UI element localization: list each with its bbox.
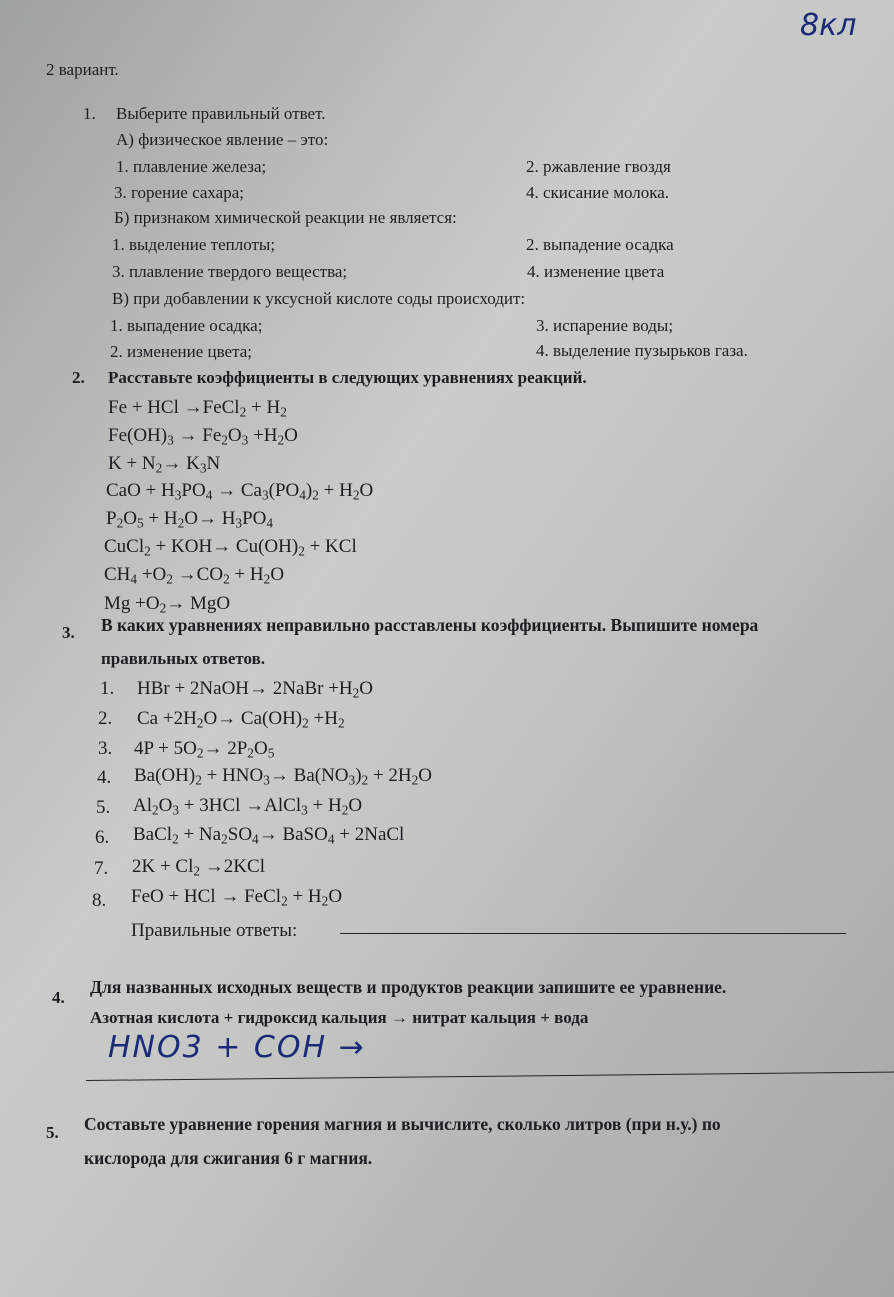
q3-item-number-3: 3. (98, 738, 113, 759)
q1-a-option-2: 2. ржавление гвоздя (526, 157, 671, 176)
q1-a-option-3: 3. горение сахара; (114, 183, 244, 202)
q3-item-number-8: 8. (92, 890, 107, 911)
q3-answer-label: Правильные ответы: (131, 920, 298, 941)
q3-item-number-7: 7. (94, 858, 109, 879)
q1-a-option-4: 4. скисание молока. (526, 183, 670, 202)
corner-handwritten-note: 8кл (800, 8, 857, 43)
q4-text: Азотная кислота + гидроксид кальция → нитрат кальция + вода (90, 1008, 589, 1027)
q1-c-title: В) при добавлении к уксусной кислоте соды происходит: (112, 289, 526, 308)
q4-number: 4. (52, 988, 65, 1007)
q1-b-option-1: 1. выделение теплоты; (112, 235, 276, 254)
q2-equation-4: CaO + $H_3PO_4 \to Ca_3(PO_4)_2 + H_2O$ (106, 480, 374, 503)
q3-item-equation-8: FeO + HCl → FeCl$_2$ + $H_2O$ (131, 886, 343, 909)
q1-a-title: А) физическое явление – это: (116, 130, 329, 149)
q1-b-option-2: 2. выпадение осадка (526, 235, 674, 254)
q1-c-option-2: 2. изменение цвета; (110, 342, 252, 361)
q2-equation-3: $K + N_2\to K_3N$ (108, 453, 221, 476)
q3-item-number-2: 2. (98, 708, 113, 729)
q2-equation-6: CuCl$_2$ + $KOH\to Cu(OH)_2$ + KCl (104, 536, 357, 559)
q2-equation-7: $CH_4 +O_2 \to CO_2 + H_2O$ (104, 564, 285, 587)
q3-item-equation-5: $Al_2O_3 + 3HCl$ →AlCl$_3$ + $H_2O$ (133, 795, 363, 818)
q5-line1: Составьте уравнение горения магния и вычислите, сколько литров (при н.у.) по (84, 1114, 721, 1134)
q3-title-line2: правильных ответов. (101, 649, 266, 668)
q1-number: 1. (83, 104, 96, 123)
q3-answer-line[interactable] (340, 933, 846, 934)
q1-b-option-4: 4. изменение цвета (527, 262, 665, 281)
q4-answer-line[interactable] (86, 1072, 894, 1081)
q3-item-equation-2: $Ca +2H_2O\to Ca(OH)_2 +H_2$ (137, 708, 345, 731)
q3-title-line1: В каких уравнениях неправильно расставлены коэффициенты. Выпишите номера (101, 615, 759, 635)
q3-item-equation-3: $4P + 5O_2\to 2P_2O_5$ (134, 738, 275, 761)
q1-c-option-3: 3. испарение воды; (536, 316, 674, 335)
q3-number: 3. (62, 623, 75, 642)
q2-equation-2: $Fe(OH)_3 \to Fe_2O_3 +H_2O$ (108, 425, 298, 448)
q3-item-number-5: 5. (96, 797, 111, 818)
q2-equation-5: $P_2O_5 + H_2O\to H_3PO_4$ (106, 508, 274, 531)
q3-item-number-6: 6. (95, 827, 110, 848)
q3-item-number-1: 1. (100, 678, 115, 699)
q4-handwritten-answer: HNO3 + COH → (108, 1030, 366, 1065)
q2-equation-1: Fe + HCl →FeCl$_2$ + $H_2$ (108, 397, 287, 420)
q5-number: 5. (46, 1123, 59, 1142)
q1-c-option-4: 4. выделение пузырьков газа. (536, 341, 748, 360)
q3-item-number-4: 4. (97, 767, 112, 788)
q1-c-option-1: 1. выпадение осадка; (110, 316, 263, 335)
q1-a-option-1: 1. плавление железа; (116, 157, 267, 176)
q3-item-equation-4: $Ba(OH)_2 + HNO_3\to Ba(NO_3)_2 + 2H_2O$ (134, 765, 433, 788)
q1-b-option-3: 3. плавление твердого вещества; (112, 262, 348, 281)
q2-title: Расставьте коэффициенты в следующих уравнениях реакций. (108, 368, 587, 387)
q1-title: Выберите правильный ответ. (116, 104, 326, 123)
q5-line2: кислорода для сжигания 6 г магния. (84, 1148, 373, 1168)
q2-equation-8: $Mg +O_2\to$ MgO (104, 593, 231, 616)
q3-item-equation-7: $2K + Cl_2 \to 2KCl$ (132, 856, 265, 879)
q2-number: 2. (72, 368, 85, 387)
q3-item-equation-1: HBr + 2NaOH→ 2NaBr $+H_2O$ (137, 678, 374, 701)
q3-item-equation-6: BaCl$_2$ + $Na_2SO_4\to$ BaSO$_4$ + 2NaCl (133, 824, 405, 847)
q1-b-title: Б) признаком химической реакции не является: (114, 208, 457, 227)
variant-label: 2 вариант. (46, 60, 119, 79)
q4-title: Для названных исходных веществ и продуктов реакции запишите ее уравнение. (90, 977, 727, 997)
